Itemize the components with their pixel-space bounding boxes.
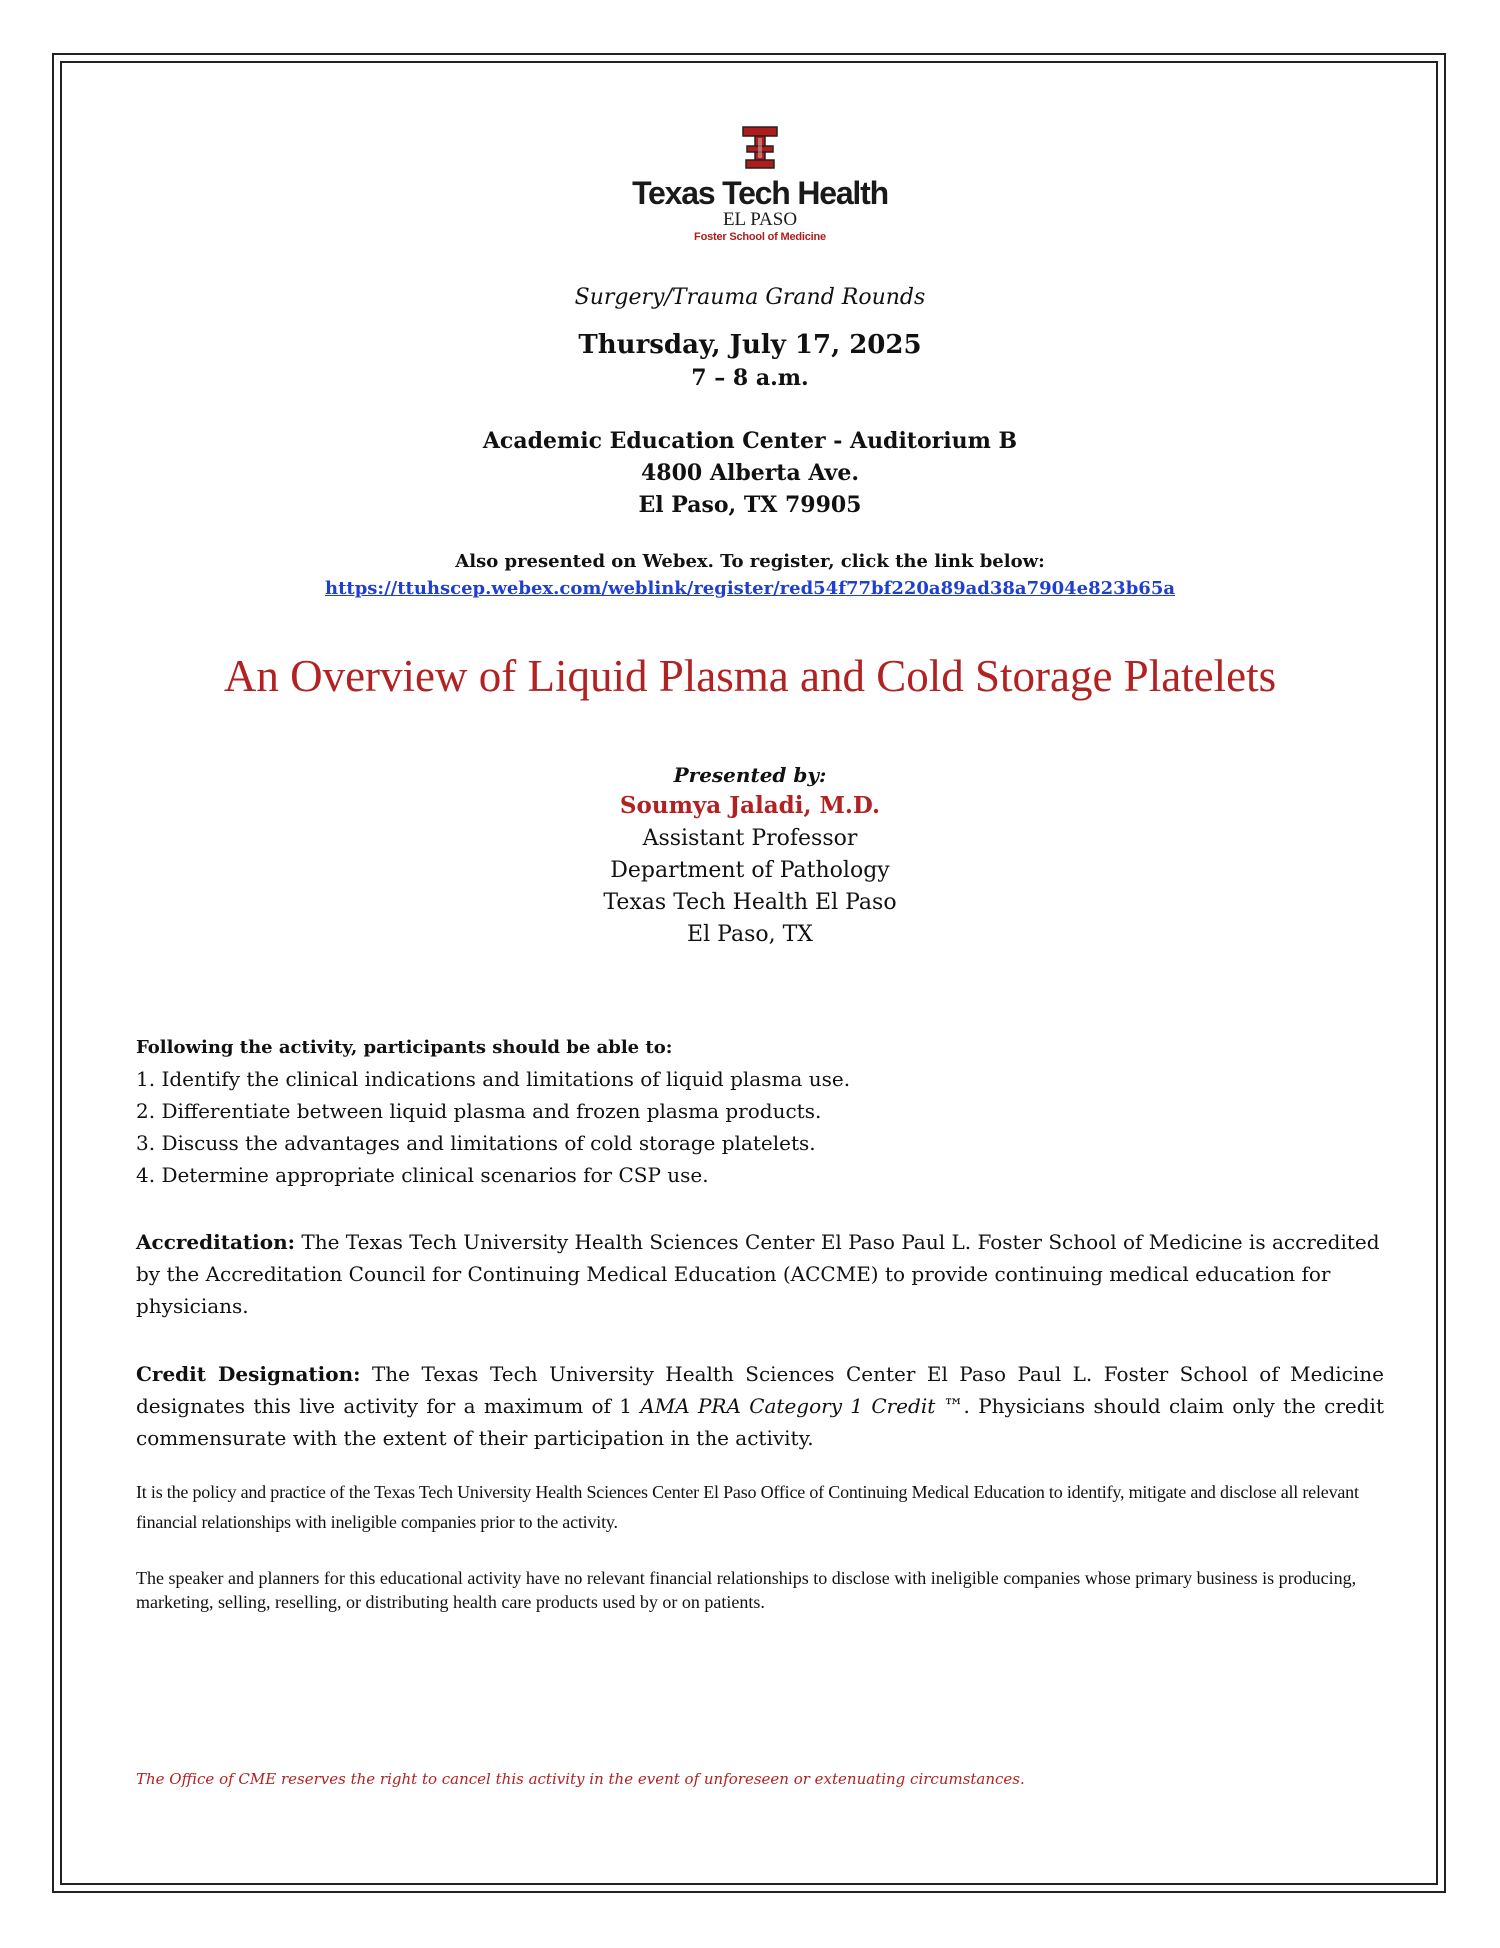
speaker-name: Soumya Jaladi, M.D.: [619, 792, 881, 819]
disclosure-statement: The speaker and planners for this educational activity have no relevant financial relationships to disclose with ineligible companies whose primary business is producing, marketing, selling, reselling, or distributing health care products used by or on patients.: [136, 1568, 1357, 1612]
presented-by-label: Presented by:: [673, 763, 827, 787]
credit-text-after: . Physicians should claim only the credit commensurate with the extent of their participation in the activity.: [136, 1394, 1384, 1450]
speaker-department: Department of Pathology: [610, 858, 890, 883]
accreditation-text: The Texas Tech University Health Sciences Center El Paso Paul L. Foster School of Medicine is accredited by the Accreditation Council for Continuing Medical Education (ACCME) to provide continuing medical education for physicians.: [136, 1230, 1380, 1318]
venue-street: 4800 Alberta Ave.: [641, 460, 859, 486]
objective-item: 2. Differentiate between liquid plasma and frozen plasma products.: [136, 1099, 822, 1123]
credit-name: AMA PRA Category 1 Credit ™: [640, 1394, 964, 1418]
event-date: Thursday, July 17, 2025: [578, 330, 922, 360]
venue-name: Academic Education Center - Auditorium B: [482, 428, 1018, 454]
event-time: 7 – 8 a.m.: [691, 365, 809, 391]
cancellation-note: The Office of CME reserves the right to cancel this activity in the event of unforeseen or extenuating circumstances.: [136, 1770, 1025, 1788]
webex-note: Also presented on Webex. To register, click the link below:: [455, 551, 1045, 572]
talk-title: An Overview of Liquid Plasma and Cold Storage Platelets: [223, 651, 1277, 701]
logo-name: Texas Tech Health: [632, 175, 888, 211]
venue-city: El Paso, TX 79905: [638, 492, 862, 518]
credit-label: Credit Designation:: [136, 1362, 361, 1386]
event-series: Surgery/Trauma Grand Rounds: [574, 285, 926, 310]
policy-statement: It is the policy and practice of the Texas Tech University Health Sciences Center El Paso Office of Continuing Medical Education to identify, mitigate and disclose all relevant financial relationships with ineligible companies prior to the activity.: [136, 1482, 1359, 1532]
speaker-title: Assistant Professor: [642, 826, 858, 851]
logo-school: Foster School of Medicine: [694, 231, 826, 243]
objective-item: 3. Discuss the advantages and limitations of cold storage platelets.: [136, 1131, 816, 1155]
accreditation-statement: [136, 1226, 1384, 1322]
objective-item: 4. Determine appropriate clinical scenarios for CSP use.: [136, 1163, 709, 1187]
institution-logo: [625, 88, 895, 260]
speaker-institution: Texas Tech Health El Paso: [603, 890, 897, 915]
logo-city: EL PASO: [722, 209, 798, 230]
credit-text-before: The Texas Tech University Health Sciences Center El Paso Paul L. Foster School of Medicine designates this live activity for a maximum of 1: [136, 1362, 1384, 1418]
objectives-heading: Following the activity, participants should be able to:: [136, 1037, 673, 1058]
webex-register-link[interactable]: https://ttuhscep.webex.com/weblink/register/red54f77bf220a89ad38a7904e823b65a: [324, 578, 1176, 599]
credit-designation: [136, 1358, 1384, 1454]
double-t-logo-icon: [742, 126, 778, 170]
speaker-location: El Paso, TX: [687, 922, 813, 947]
objective-item: 1. Identify the clinical indications and limitations of liquid plasma use.: [136, 1067, 851, 1091]
objectives-list: [136, 1063, 1384, 1191]
accreditation-label: Accreditation:: [136, 1230, 296, 1254]
